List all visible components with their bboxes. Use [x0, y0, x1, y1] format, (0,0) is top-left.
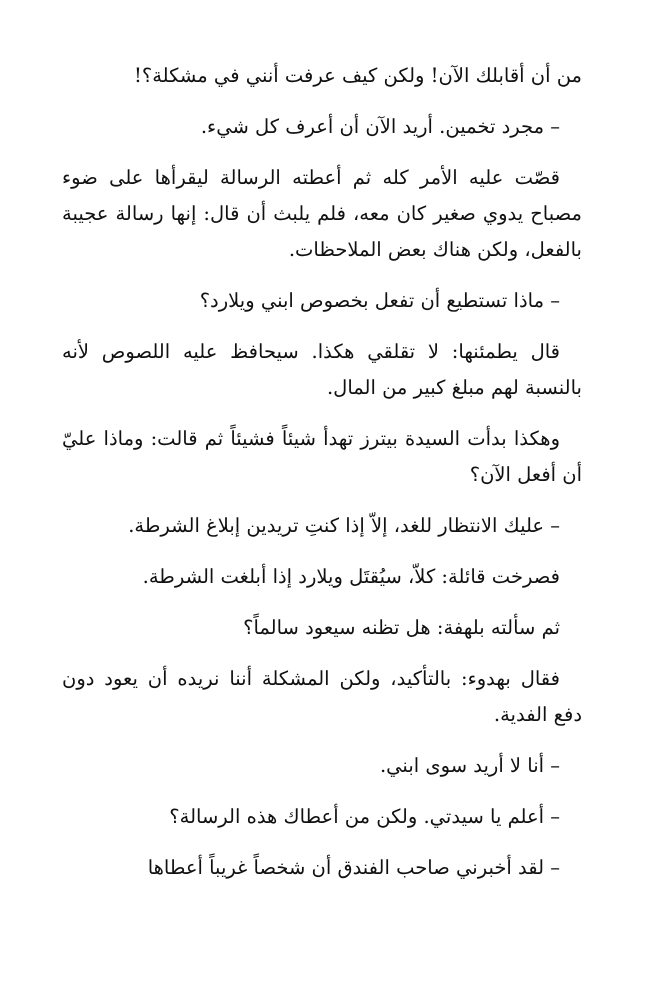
paragraph: قصّت عليه الأمر كله ثم أعطته الرسالة ليقرأها على ضوء مصباح يدوي صغير كان معه، فلم يلبث أن قال: إنها رسالة عجيبة بالفعل، ولكن هناك بعض الملاحظات. [62, 166, 582, 261]
paragraph: من أن أقابلك الآن! ولكن كيف عرفت أنني في مشكلة؟! [134, 64, 582, 87]
paragraph: – أنا لا أريد سوى ابني. [379, 754, 560, 777]
paragraph: ثم سألته بلهفة: هل تظنه سيعود سالماً؟ [243, 616, 560, 639]
paragraph: – عليك الانتظار للغد، إلاّ إذا كنتِ تريدين إبلاغ الشرطة. [128, 514, 560, 537]
paragraph: فصرخت قائلة: كلاّ، سيُقتَل ويلارد إذا أبلغت الشرطة. [142, 565, 560, 588]
paragraph: قال يطمئنها: لا تقلقي هكذا. سيحافظ عليه اللصوص لأنه بالنسبة لهم مبلغ كبير من المال. [62, 340, 582, 399]
book-page [62, 58, 582, 901]
paragraph: – أعلم يا سيدتي. ولكن من أعطاك هذه الرسالة؟ [169, 805, 560, 828]
paragraph: وهكذا بدأت السيدة بيترز تهدأ شيئاً فشيئاً ثم قالت: وماذا عليّ أن أفعل الآن؟ [62, 427, 582, 486]
paragraph: – لقد أخبرني صاحب الفندق أن شخصاً غريباً أعطاها [147, 856, 560, 879]
paragraph: – ماذا تستطيع أن تفعل بخصوص ابني ويلارد؟ [199, 289, 560, 312]
paragraph: – مجرد تخمين. أريد الآن أن أعرف كل شيء. [200, 115, 560, 138]
paragraph: فقال بهدوء: بالتأكيد، ولكن المشكلة أننا نريده أن يعود دون دفع الفدية. [62, 667, 582, 726]
